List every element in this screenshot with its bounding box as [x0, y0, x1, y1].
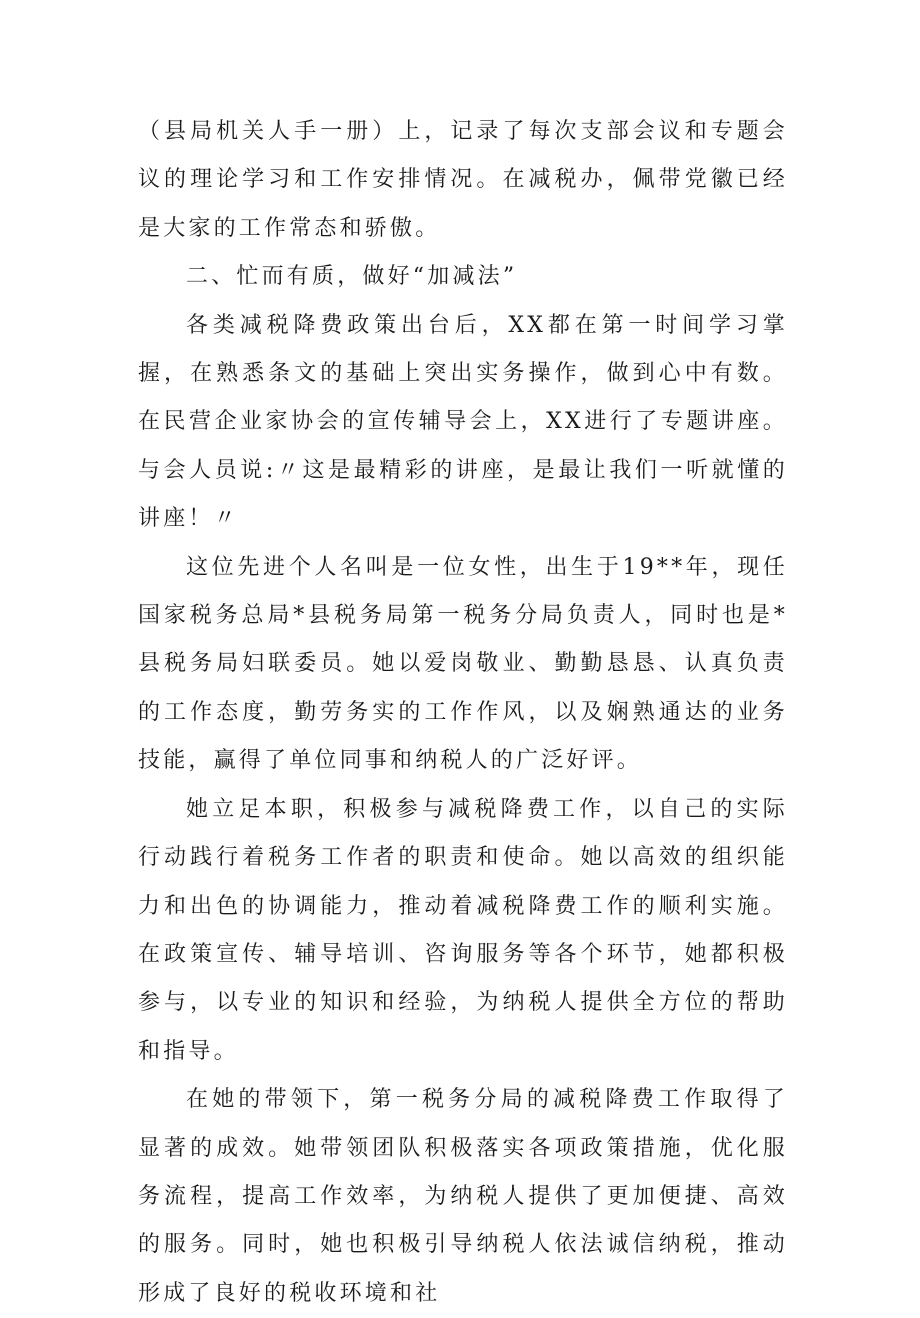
paragraph-policy: 各类减税降费政策出台后，XX都在第一时间学习掌握，在熟悉条文的基础上突出实务操作，做到心中有数。在民营企业家协会的宣传辅导会上，XX进行了专题讲座。与会人员说:〃这是最精彩的讲座，是最让我们一听就懂的讲座！〃 [138, 312, 788, 532]
document-body [138, 108, 788, 1318]
paragraph-results: 在她的带领下，第一税务分局的减税降费工作取得了显著的成效。她带领团队积极落实各项政策措施，优化服务流程，提高工作效率，为纳税人提供了更加便捷、高效的服务。同时，她也积极引导纳税人依法诚信纳税，推动形成了良好的税收环境和社 [138, 1087, 788, 1306]
paragraph-duty: 她立足本职，积极参与减税降费工作，以自己的实际行动践行着税务工作者的职责和使命。她以高效的组织能力和出色的协调能力，推动着减税降费工作的顺利实施。在政策宣传、辅导培训、咨询服务等各个环节，她都积极参与，以专业的知识和经验，为纳税人提供全方位的帮助和指导。 [138, 796, 788, 1064]
section-heading: 二、忙而有质，做好“加减法” [186, 264, 518, 290]
paragraph-profile: 这位先进个人名叫是一位女性，出生于19**年，现任国家税务总局*县税务局第一税务分局负责人，同时也是*县税务局妇联委员。她以爱岗敬业、勤勤恳恳、认真负责的工作态度，勤劳务实的工作作风，以及娴熟通达的业务技能，赢得了单位同事和纳税人的广泛好评。 [138, 554, 788, 774]
paragraph-continuation: （县局机关人手一册）上，记录了每次支部会议和专题会议的理论学习和工作安排情况。在减税办，佩带党徽已经是大家的工作常态和骄傲。 [138, 119, 788, 241]
